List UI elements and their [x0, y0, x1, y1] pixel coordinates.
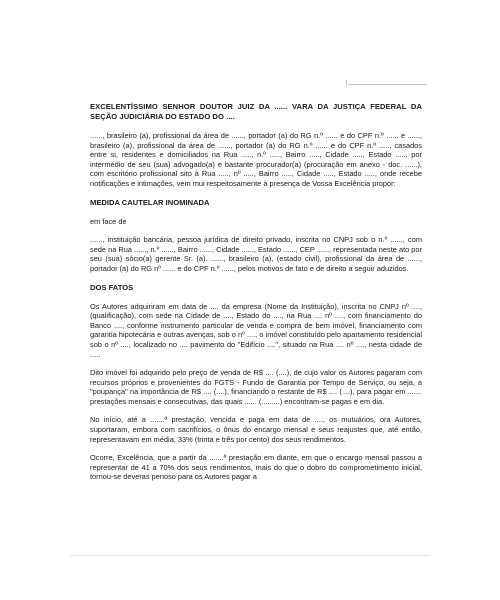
in-face-of-text: em face de: [90, 216, 127, 226]
facts-paragraph-1: Os Autores adquiriram em data de .... da empresa (Nome da Instituição), inscrita no CNPJ nº ...., (qualificação), com sede na Cidade de ...., Estado do ...., na Rua .... nº ...., com financiamento do Banco ...., conforme instrumento particular de venda e compra de bem imóvel, financiamento com garantia hipotecária e outras avenças, sob o nº ...., o imóvel constituído pelo apartamento residencial sob o nº ...., localizado no .... pavimento do "Edifício ....", situado na Rua .... nº ...., nesta cidade de .....: [90, 301, 422, 359]
facts-paragraph-3: No início, até a .......ª prestação, vencida e paga em data de ...., os mutuários, ora Autores, suportaram, embora com sacrifícios, o ônus do encargo mensal e seus reajustes que, até então, representavam em média, 33% (trinta e três por cento) dos seus rendimentos.: [90, 415, 422, 444]
page-bottom-rule: [70, 555, 430, 556]
facts-paragraph-2: Dito imóvel foi adquirido pelo preço de venda de R$ .... (....), de cujo valor os Autores pagaram com recursos próprios e provenientes do FGTS - Fundo de Garantia por Tempo de Serviço, ou seja, a "poupança" na importância de R$ .... (....), financiando o restante de R$ .... (....), para pagar em ....... prestações mensais e consecutivas, das quais ...... (.........) encontram-se pagas e em dia.: [90, 368, 422, 406]
action-title: MEDIDA CAUTELAR INOMINADA: [90, 197, 210, 207]
defendant-paragraph: ......, instituição bancária, pessoa jurídica de direito privado, inscrita no CNPJ sob o n.º ......, com sede na Rua ......, n.º ......, Bairro ......, Cidade ......, Estado ......, CEP ......, representada neste ato por seu (sua) sócio(a) gerente Sr. (a). ......, brasileiro (a), (estado civil), profissional da área de ......, portador (a) do RG nº ...... e do CPF n.º ......, pelos motivos de fato e de direito a seguir aduzidos.: [90, 235, 422, 273]
document-heading: EXCELENTÍSSIMO SENHOR DOUTOR JUIZ DA ...... VARA DA JUSTIÇA FEDERAL DA SEÇÃO JUDICIÁRIA DO ESTADO DO ....: [90, 102, 422, 121]
document-body: [90, 102, 422, 491]
facts-paragraph-4: Ocorre, Excelência, que a partir da .......ª prestação em diante, em que o encargo mensal passou a representar de 41 a 70% dos seus rendimentos, mais do que o dobro do comprometimento inicial, tornou-se deveras penoso para os Autores pagar a: [90, 453, 422, 482]
parties-paragraph: ......, brasileiro (a), profissional da área de ......, portador (a) do RG n.º ...... e do CPF n.º ...... e ......, brasileiro (a), profissional da área de ......, portador (a) do RG n.º ...... e do CPF n.º ....., casados entre si, residentes e domiciliados na Rua ....., n.º ....., Bairro ....., Cidade ....., Estado ....., por intermédio de seu (sua) advogado(a) e bastante procurador(a) (procuração em anexo - doc. ......), com escritório profissional sito à Rua ....., nº ....., Bairro ....., Cidade ....., Estado ....., onde recebe notificações e intimações, vem mui respeitosamente à presença de Vossa Excelência propor:: [90, 131, 422, 188]
facts-title: DOS FATOS: [90, 282, 134, 292]
header-tick: [346, 80, 347, 86]
header-rule: [348, 84, 426, 85]
